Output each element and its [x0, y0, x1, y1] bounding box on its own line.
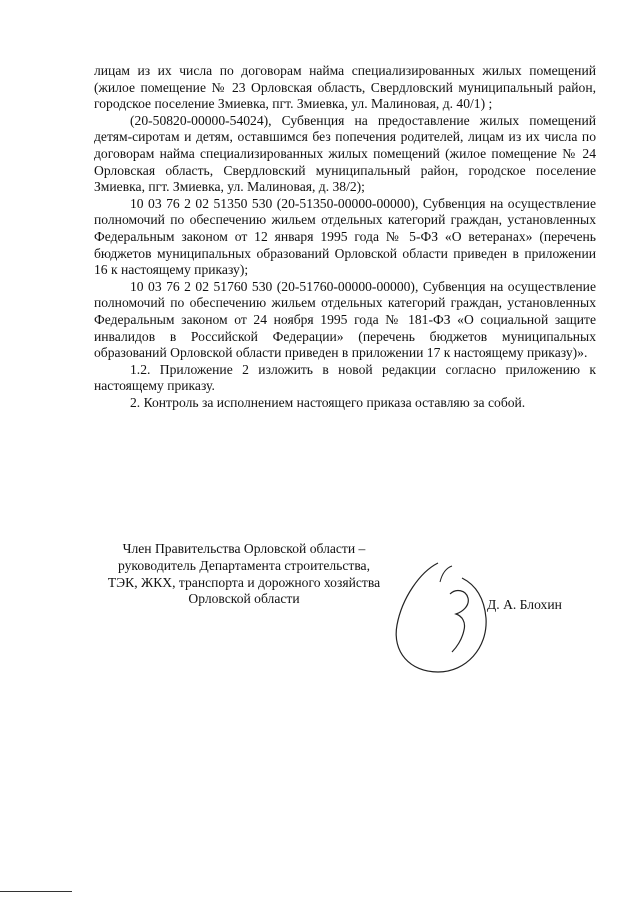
- signatory-name: Д. А. Блохин: [487, 597, 562, 612]
- signatory-position-line: Орловской области: [188, 591, 300, 607]
- document-body: [94, 63, 596, 411]
- paragraph: 10 03 76 2 02 51760 530 (20-51760-00000-00000), Субвенция на осуществление полномочий по обеспечению жильем отдельных категорий граждан, установленных Федеральным законом от 24 ноября 1995 года № 181-ФЗ «О социальной защите инвалидов в Российской Федерации» (перечень бюджетов муниципальных образований Орловской области приведен в приложении 17 к настоящему приказу)».: [94, 278, 596, 361]
- paragraph: (20-50820-00000-54024), Субвенция на предоставление жилых помещений детям-сиротам и детям, оставшимся без попечения родителей, лицам из их числа по договорам найма специализированных жилых помещений (жилое помещение № 24 Орловская область, Свердловский муниципальный район, городское поселение Змиевка, пгт. Змиевка, ул. Малиновая, д. 38/2);: [94, 112, 596, 195]
- footer-divider: [0, 891, 72, 892]
- paragraph: 1.2. Приложение 2 изложить в новой редакции согласно приложению к настоящему приказу.: [94, 361, 596, 394]
- signatory-position: [94, 541, 394, 608]
- signatory-position-line: Член Правительства Орловской области –: [122, 541, 366, 556]
- signatory-position-line: ТЭК, ЖКХ, транспорта и дорожного хозяйства: [107, 574, 381, 590]
- paragraph: лицам из их числа по договорам найма специализированных жилых помещений (жилое помещение № 23 Орловская область, Свердловский муниципальный район, городское поселение Змиевка, пгт. Змиевка, ул. Малиновая, д. 40/1) ;: [94, 63, 596, 112]
- paragraph: 2. Контроль за исполнением настоящего приказа оставляю за собой.: [130, 394, 526, 410]
- paragraph: 10 03 76 2 02 51350 530 (20-51350-00000-00000), Субвенция на осуществление полномочий по обеспечению жильем отдельных категорий граждан, установленных Федеральным законом от 12 января 1995 года № 5-ФЗ «О ветеранах» (перечень бюджетов муниципальных образований Орловской области приведен в приложении 16 к настоящему приказу);: [94, 195, 596, 278]
- signatory-position-line: руководитель Департамента строительства,: [117, 557, 370, 573]
